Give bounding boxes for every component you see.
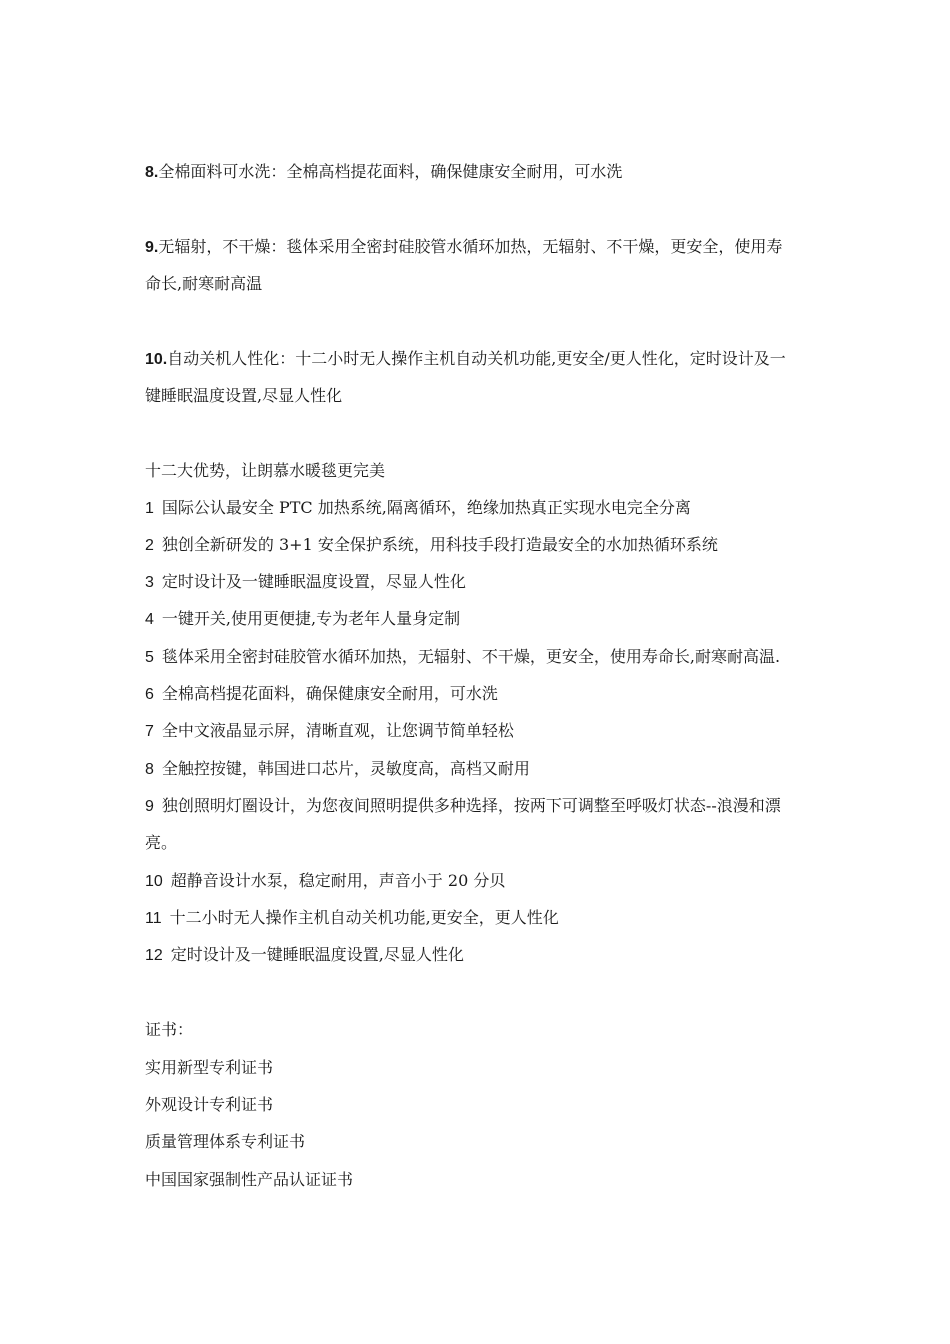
advantage-item-8 xyxy=(145,759,810,780)
feature-text: 无辐射，不干燥：毯体采用全密封硅胶管水循环加热，无辐射、不干燥，更安全，使用寿 xyxy=(158,237,783,256)
item-text: 十二小时无人操作主机自动关机功能,更安全，更人性化 xyxy=(169,908,559,927)
item-number: 5 xyxy=(145,649,154,666)
advantage-item-1 xyxy=(145,498,810,519)
item-number: 11 xyxy=(145,910,162,927)
item-text: 全中文液晶显示屏，清晰直观，让您调节简单轻松 xyxy=(161,721,514,740)
advantage-item-10 xyxy=(145,871,810,892)
item-number: 3 xyxy=(145,574,154,591)
item-number: 2 xyxy=(145,537,154,554)
item-text: 一键开关,使用更便捷,专为老年人量身定制 xyxy=(161,609,461,628)
advantage-item-9 xyxy=(145,796,810,817)
feature-text-continued: 命长,耐寒耐高温 xyxy=(145,274,263,293)
feature-number: 10. xyxy=(145,351,168,368)
advantage-item-7 xyxy=(145,721,810,742)
certificate-item: 外观设计专利证书 xyxy=(145,1095,274,1114)
advantages-heading: 十二大优势，让朗慕水暖毯更完美 xyxy=(145,461,386,480)
feature-text: 自动关机人性化：十二小时无人操作主机自动关机功能,更安全/更人性化，定时设计及一 xyxy=(167,349,786,368)
feature-number: 9. xyxy=(145,239,159,256)
item-number: 6 xyxy=(145,686,154,703)
item-number: 9 xyxy=(145,798,154,815)
feature-8-line-1 xyxy=(145,162,810,183)
certificates-heading: 证书： xyxy=(145,1020,194,1039)
advantage-item-3 xyxy=(145,572,810,593)
advantage-item-11 xyxy=(145,908,810,929)
feature-10-line-2 xyxy=(145,386,810,406)
item-number: 1 xyxy=(145,500,154,517)
feature-number: 8. xyxy=(145,164,159,181)
certificate-item: 质量管理体系专利证书 xyxy=(145,1132,306,1151)
feature-10-line-1 xyxy=(145,349,810,370)
item-number: 10 xyxy=(145,873,163,890)
advantage-item-9-continued xyxy=(145,833,810,853)
item-text: 国际公认最安全 PTC 加热系统,隔离循环，绝缘加热真正实现水电完全分离 xyxy=(161,498,691,517)
item-text-continued: 亮。 xyxy=(145,833,178,852)
item-text: 定时设计及一键睡眠温度设置，尽显人性化 xyxy=(161,572,466,591)
feature-text: 全棉面料可水洗：全棉高档提花面料，确保健康安全耐用，可水洗 xyxy=(158,162,623,181)
feature-9-line-2 xyxy=(145,274,810,294)
advantage-item-12 xyxy=(145,945,810,966)
item-text: 全触控按键，韩国进口芯片，灵敏度高，高档又耐用 xyxy=(161,759,530,778)
item-number: 7 xyxy=(145,723,154,740)
advantage-item-5 xyxy=(145,647,810,668)
certificate-item: 实用新型专利证书 xyxy=(145,1058,274,1077)
item-text: 独创全新研发的 3+1 安全保护系统，用科技手段打造最安全的水加热循环系统 xyxy=(161,535,718,554)
advantage-item-4 xyxy=(145,609,810,630)
item-number: 4 xyxy=(145,611,154,628)
feature-text-continued: 键睡眠温度设置,尽显人性化 xyxy=(145,386,343,405)
item-text: 独创照明灯圈设计，为您夜间照明提供多种选择，按两下可调整至呼吸灯状态--浪漫和漂 xyxy=(161,796,781,815)
item-text: 毯体采用全密封硅胶管水循环加热，无辐射、不干燥，更安全，使用寿命长,耐寒耐高温. xyxy=(161,647,781,666)
feature-9-line-1 xyxy=(145,237,810,258)
item-number: 8 xyxy=(145,761,154,778)
item-text: 全棉高档提花面料，确保健康安全耐用，可水洗 xyxy=(161,684,498,703)
item-text: 超静音设计水泵，稳定耐用，声音小于 20 分贝 xyxy=(170,871,506,890)
item-number: 12 xyxy=(145,947,163,964)
item-text: 定时设计及一键睡眠温度设置,尽显人性化 xyxy=(170,945,464,964)
certificate-item: 中国国家强制性产品认证证书 xyxy=(145,1170,354,1189)
advantage-item-2 xyxy=(145,535,810,556)
advantage-item-6 xyxy=(145,684,810,705)
